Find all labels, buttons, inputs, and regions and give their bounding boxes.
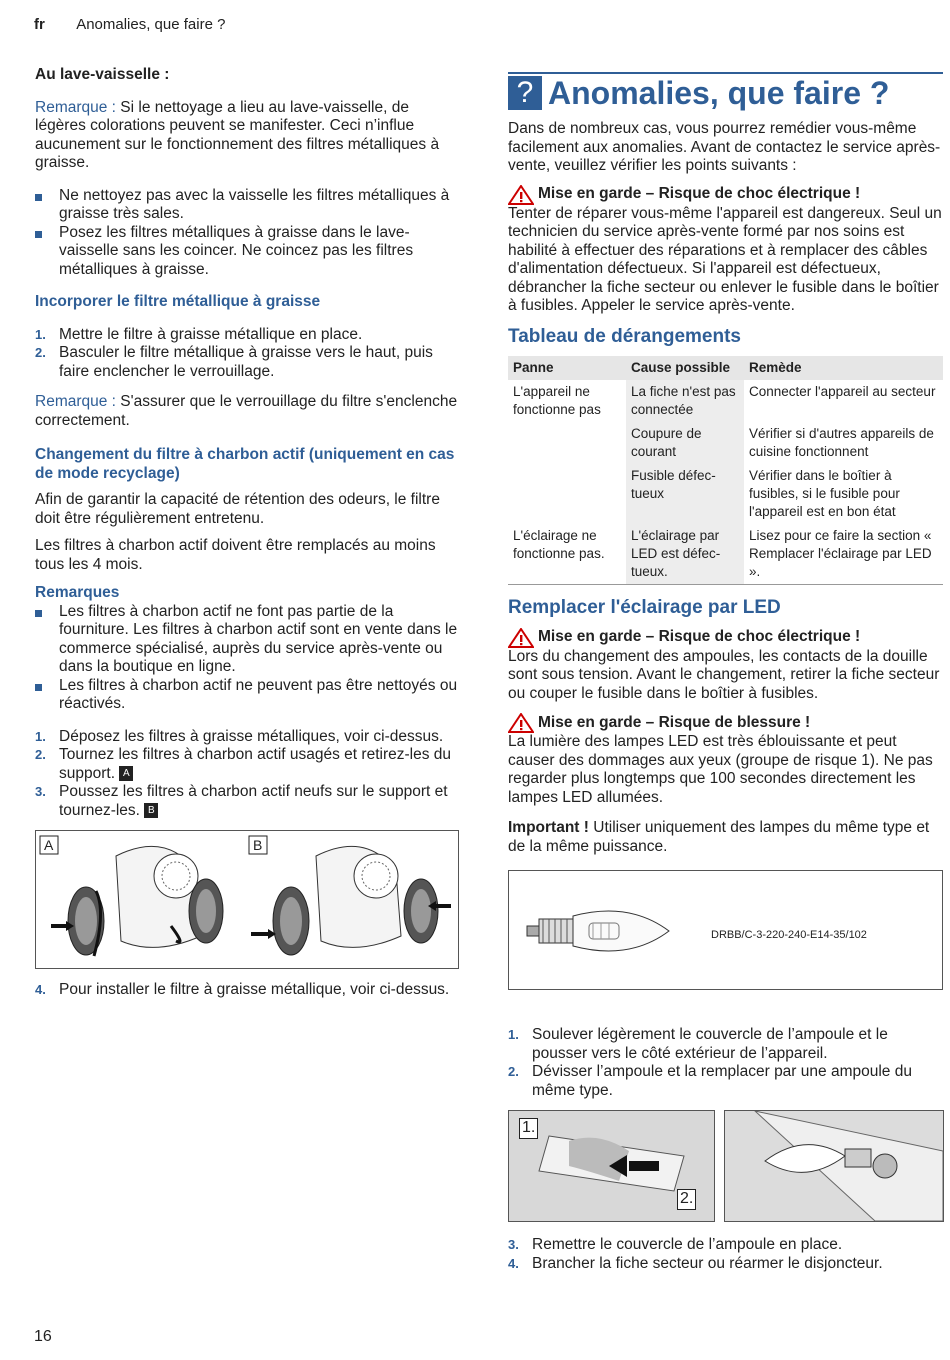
led-heading: Remplacer l'éclairage par LED (508, 597, 781, 618)
led-figures (508, 1110, 943, 1222)
list-item: Posez les filtres métalliques à graisse dans le lave-vaisselle sans les coincer. Ne coincez pas les filtres métalliques à graisse. (35, 224, 458, 280)
remarks-heading: Remarques (35, 584, 120, 601)
important-note: Important ! Utiliser uniquement des lampes du même type et de la même puissance. (508, 819, 930, 855)
figure-label-a: A (44, 837, 54, 853)
list-item: 1. Déposez les filtres à graisse métalliques, voir ci-dessus. (35, 727, 444, 745)
page-header (34, 16, 225, 33)
charcoal-steps (35, 728, 458, 821)
warning-electric-1-text: Tenter de réparer vous-même l'appareil est dangereux. Seul un technicien du service après-vente formé par nos soins est habilité à effectuer des réparations et à remplacer des câbles d'alimentation défectueux. Si l'appareil est défectueux, débrancher la fiche secteur ou enlever le fusible dans le boîtier à fusibles. Appeler le service après-vente. (508, 204, 942, 314)
table-heading: Tableau de dérangements (508, 325, 741, 347)
question-icon: ? (508, 76, 542, 110)
list-item: Les filtres à charbon actif ne font pas partie de la fourniture. Les filtres à charbon actif sont en vente dans le commerce spécialisé, auprès du service après-vente ou dans la boutique en ligne. (35, 603, 458, 677)
bulb-figure (508, 870, 943, 990)
charcoal-para-1: Afin de garantir la capacité de rétention des odeurs, le filtre doit être régulièrement entretenu. (35, 491, 440, 527)
intro-text: Dans de nombreux cas, vous pourrez remédier vous-même facilement aux anomalies. Avant de contactez le service après-vente, veuillez vérifier les points suivants : (508, 120, 941, 174)
list-item: 1. Soulever légèrement le couvercle de l’ampoule et le pousser vers le côté extérieur de l’appareil. (508, 1026, 888, 1062)
charcoal-para-2: Les filtres à charbon actif doivent être remplacés au moins tous les 4 mois. (35, 537, 436, 573)
dishwasher-bullets (35, 187, 458, 280)
warning-triangle-icon (508, 713, 534, 733)
list-item: 1. Mettre le filtre à graisse métallique en place. (35, 325, 363, 343)
step-number-1: 1. (519, 1118, 538, 1139)
note-lock: Remarque : S'assurer que le verrouillage du filtre s'enclenche correctement. (35, 393, 458, 429)
page-number: 16 (34, 1328, 52, 1345)
page-title: Anomalies, que faire ? (548, 74, 890, 111)
note-dishwasher (35, 99, 458, 173)
charcoal-filter-figure (35, 830, 459, 969)
table-header-row: Panne Cause possible Remède (508, 356, 943, 380)
led-figure-1 (508, 1110, 715, 1222)
warning-electric-1: Mise en garde – Risque de choc électrique ! (508, 185, 943, 205)
list-item: 2. Basculer le filtre métallique à graisse vers le haut, puis faire enclencher le verrouillage. (35, 344, 433, 380)
list-item: Ne nettoyez pas avec la vaisselle les filtres métalliques à graisse très sales. (35, 187, 458, 224)
warning-electric-2-text: Lors du changement des ampoules, les contacts de la douille sont sous tension. Avant le changement, retirer la fiche secteur ou couper le fusible dans le boîtier à fusibles. (508, 647, 940, 702)
table-row: L'éclairage ne fonctionne pas. L'éclairage par LED est défec-tueux. Lisez pour ce faire la section « Remplacer l'éclairage par LED ». (508, 524, 943, 585)
list-item: 3. Poussez les filtres à charbon actif neufs sur le support et tournez-les. B (35, 783, 448, 819)
dishwasher-heading: Au lave-vaisselle : (35, 66, 170, 83)
warning-injury-text: La lumière des lampes LED est très éblouissante et peut causer des dommages aux yeux (groupe de risque 1). Ne pas regarder plus longtemps que 100 secondes directement les lampes LED allumées. (508, 733, 933, 806)
list-item: Les filtres à charbon actif ne peuvent pas être nettoyés ou réactivés. (35, 677, 458, 714)
led-steps-a (508, 1026, 943, 1100)
note-text: Si le nettoyage a lieu au lave-vaisselle, de légères colorations peuvent se manifester. Ceci n’influe aucunement sur le fonctionnement des filtres métalliques à graisse. (35, 98, 440, 171)
language-code: fr (34, 16, 45, 33)
table-row: Coupure de courant Vérifier si d'autres appareils de cuisine fonctionnent (508, 422, 943, 464)
list-item: 4. Brancher la fiche secteur ou réarmer le disjoncteur. (508, 1254, 883, 1272)
install-heading: Incorporer le filtre métallique à graisse (35, 293, 321, 310)
warning-electric-2: Mise en garde – Risque de choc électrique ! (508, 628, 943, 648)
step-number-2: 2. (677, 1189, 696, 1210)
list-item: 3. Remettre le couvercle de l’ampoule en place. (508, 1236, 843, 1253)
list-item: 4. Pour installer le filtre à graisse métallique, voir ci-dessus. (35, 981, 450, 998)
led-figure-2 (724, 1110, 944, 1222)
led-steps-b (508, 1236, 943, 1273)
final-step (35, 981, 458, 1000)
figure-label-b: B (253, 837, 263, 853)
bulb-code: DRBB/C-3-220-240-E14-35/102 (711, 929, 867, 941)
list-item: 2. Dévisser l’ampoule et la remplacer par une ampoule du même type. (508, 1063, 912, 1099)
list-item: 2. Tournez les filtres à charbon actif usagés et retirez-les du support. A (35, 746, 451, 782)
filter-illustration (36, 831, 458, 968)
figure-ref-b: B (144, 803, 158, 818)
table-row: L'appareil ne fonctionne pas La fiche n'est pas connectée Connecter l'appareil au secteur (508, 380, 943, 422)
right-column (508, 72, 943, 1283)
table-row: Fusible défec-tueux Vérifier dans le boîtier à fusibles, si le fusible pour l'appareil est en bon état (508, 464, 943, 524)
warning-injury: Mise en garde – Risque de blessure ! (508, 713, 943, 733)
install-steps (35, 326, 458, 382)
section-title-block (508, 72, 943, 110)
note-label: Remarque : (35, 98, 116, 116)
charcoal-heading: Changement du filtre à charbon actif (uniquement en cas de mode recyclage) (35, 446, 455, 482)
warning-triangle-icon (508, 628, 534, 648)
fault-table (508, 356, 943, 585)
left-column (35, 66, 458, 1010)
figure-ref-a: A (119, 766, 133, 781)
remarks-bullets (35, 603, 458, 714)
warning-triangle-icon (508, 185, 534, 205)
header-title: Anomalies, que faire ? (76, 16, 226, 33)
